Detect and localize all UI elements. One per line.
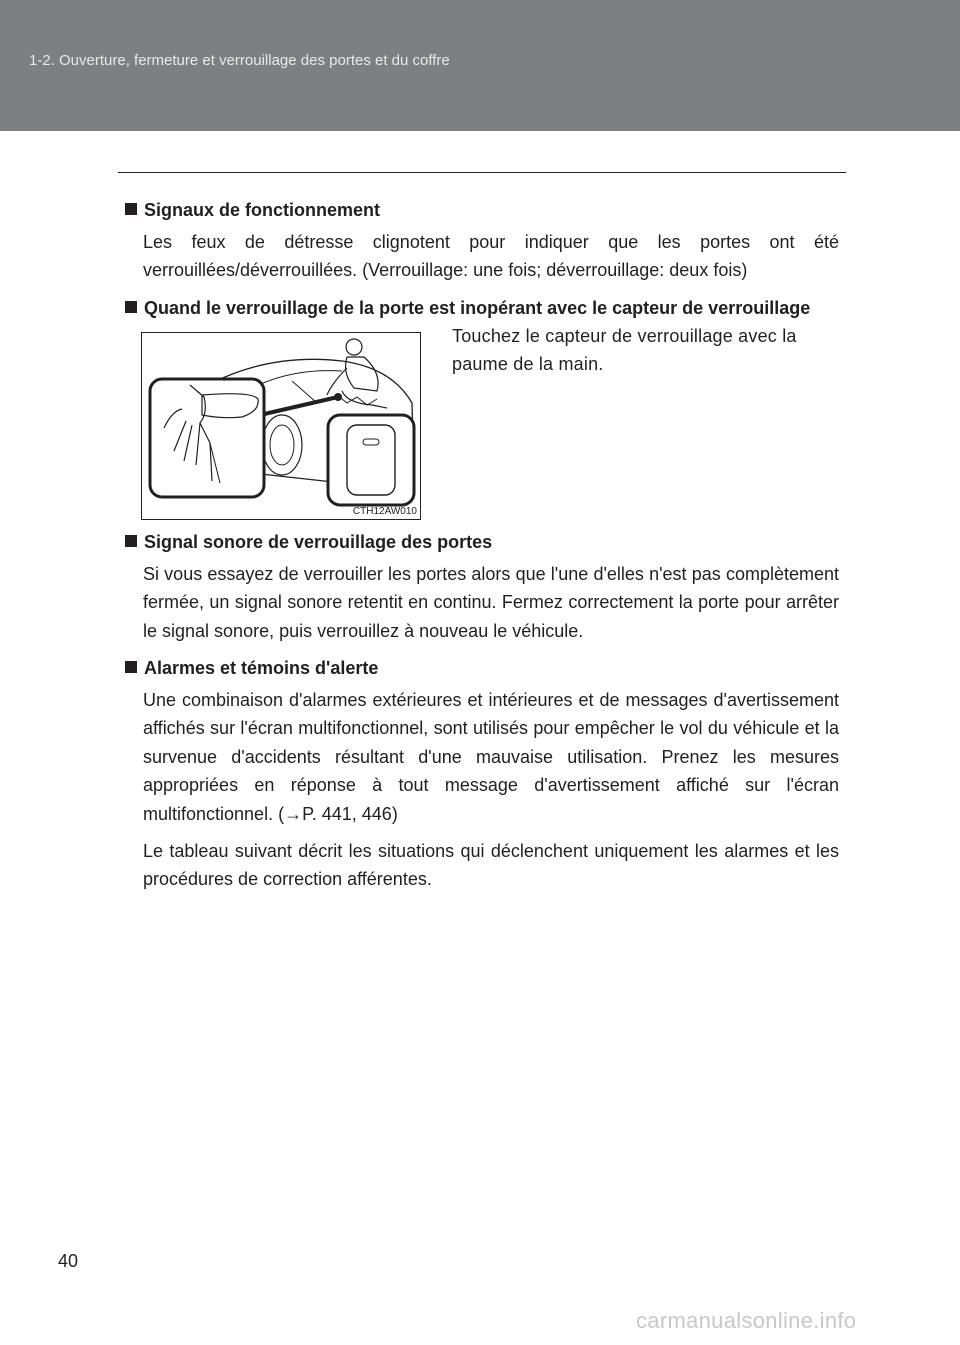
section-paragraph: Si vous essayez de verrouiller les portes alors que l'une d'elles n'est pas complètement fermée, un signal sonore retentit en continu. Fermez correctement la porte pour arrêter le signal sonore, puis verrouillez à nouveau le véhicule.	[143, 563, 839, 641]
section-heading	[124, 654, 839, 682]
header-title: 1-2. Ouverture, fermeture et verrouillage des portes et du coffre	[29, 52, 450, 69]
page-header	[0, 0, 960, 131]
section-paragraph: Le tableau suivant décrit les situations qui déclenchent uniquement les alarmes et les procédures de correction afférentes.	[143, 841, 839, 890]
figure-code: CTH12AW010	[352, 505, 417, 517]
square-bullet-icon	[125, 661, 137, 673]
section-heading-text: Signal sonore de verrouillage des portes	[144, 531, 493, 552]
section-heading-text: Alarmes et témoins d'alerte	[144, 658, 379, 679]
section-heading	[124, 294, 839, 322]
square-bullet-icon	[125, 301, 137, 313]
figure-row	[124, 325, 839, 528]
section-heading	[124, 196, 839, 224]
page-content	[124, 196, 839, 894]
watermark-text: carmanualsonline.info	[636, 1308, 857, 1333]
section-paragraph: Les feux de détresse clignotent pour indiquer que les portes ont été verrouillées/déverrouillées. (Verrouillage: une fois; déverrouillage: deux fois)	[143, 232, 839, 281]
section-heading	[124, 528, 839, 556]
section-heading-text: Signaux de fonctionnement	[144, 200, 381, 220]
top-divider	[118, 172, 846, 173]
figure-caption: Touchez le capteur de verrouillage avec la paume de la main.	[452, 325, 797, 375]
section-heading-text: Quand le verrouillage de la porte est inopérant avec le capteur de verrouillage	[144, 297, 811, 318]
section-paragraph: Une combinaison d'alarmes extérieures et intérieures et de messages d'avertissement affichés sur l'écran multifonctionnel, sont utilisés pour empêcher le vol du véhicule et la survenue d'accidents résultant d'une mauvaise utilisation. Prenez les mesures appropriées en réponse à tout message d'avertissement affiché sur l'écran multifonctionnel. (→P. 441, 446)	[143, 690, 839, 824]
square-bullet-icon	[125, 203, 137, 215]
door-lock-sensor-illustration	[141, 332, 421, 520]
page-number: 40	[58, 1251, 79, 1271]
car-lock-sensor-drawing	[142, 333, 420, 519]
square-bullet-icon	[125, 535, 137, 547]
